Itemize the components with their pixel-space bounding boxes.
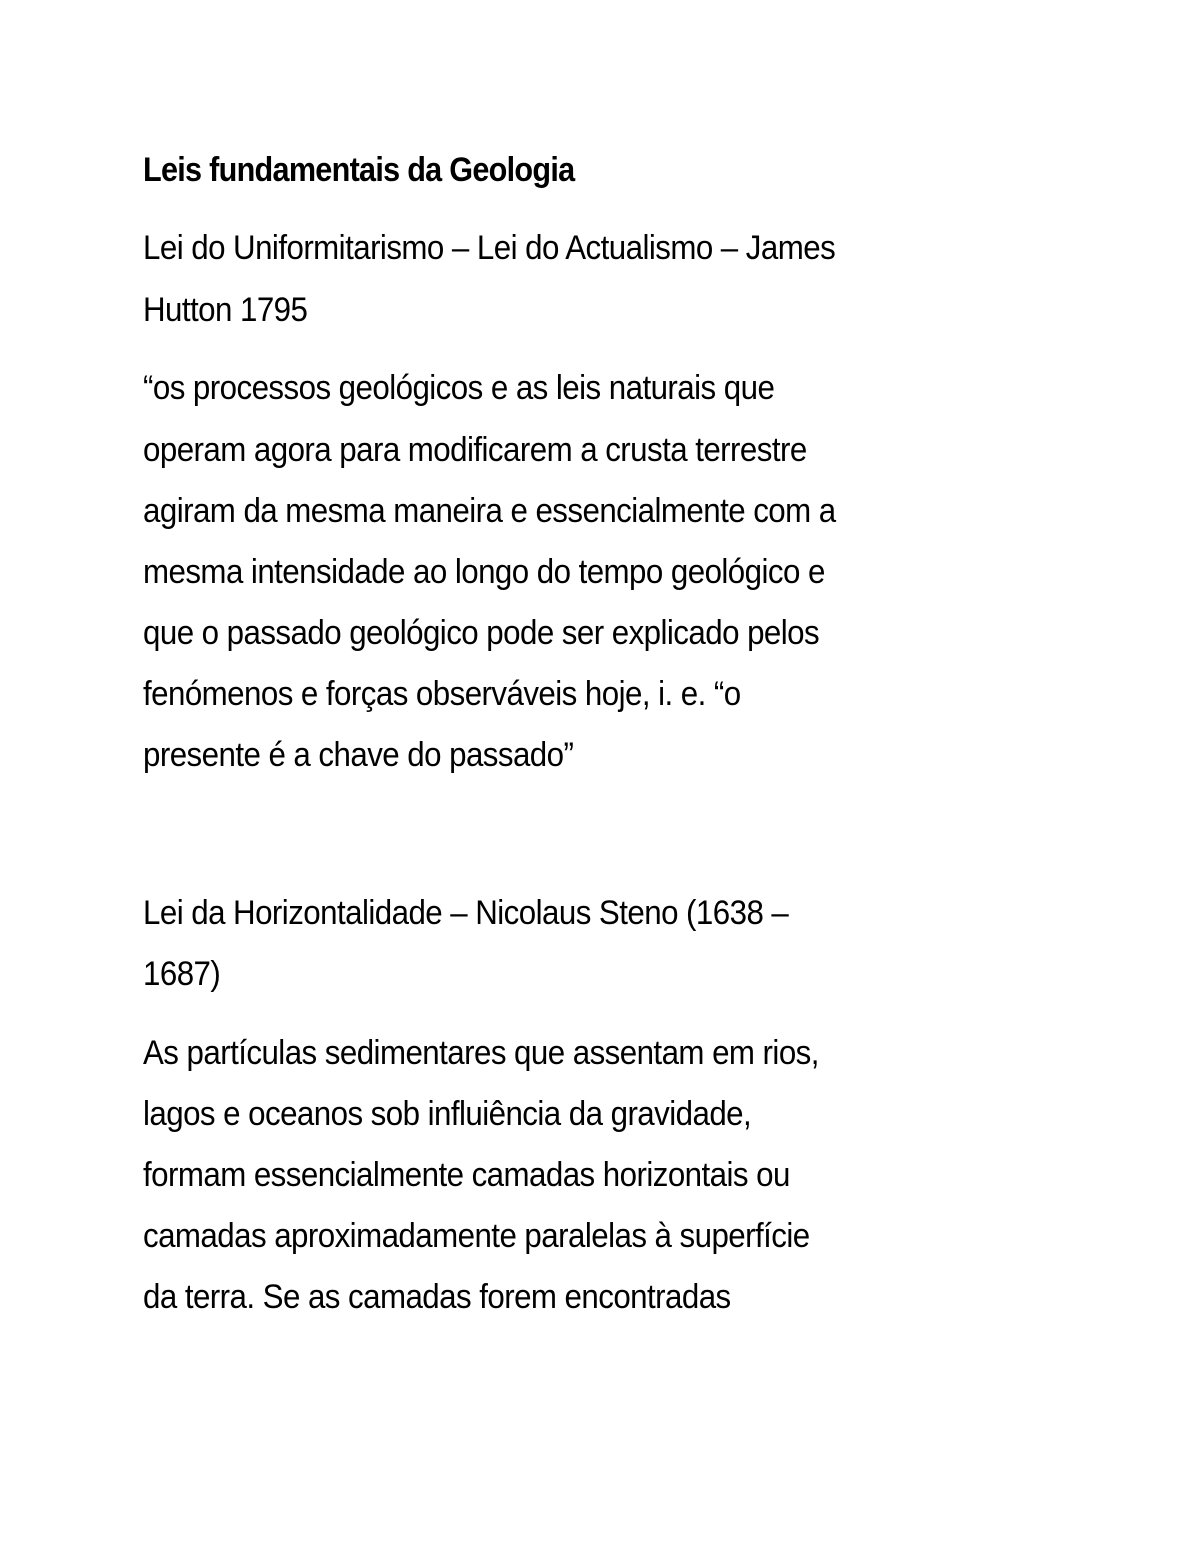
paragraph-line: da terra. Se as camadas forem encontradas bbox=[143, 1278, 731, 1316]
paragraph-line: lagos e oceanos sob influiência da gravidade, bbox=[143, 1095, 752, 1133]
paragraph-line: fenómenos e forças observáveis hoje, i. e. “o bbox=[143, 675, 741, 713]
paragraph-line: operam agora para modificarem a crusta terrestre bbox=[143, 431, 807, 469]
paragraph-line: mesma intensidade ao longo do tempo geológico e bbox=[143, 553, 825, 591]
paragraph-line: agiram da mesma maneira e essencialmente com a bbox=[143, 492, 836, 530]
section-heading-line: 1687) bbox=[143, 955, 221, 993]
paragraph-line: que o passado geológico pode ser explicado pelos bbox=[143, 614, 820, 652]
section-heading-line: Lei do Uniformitarismo – Lei do Actualismo – James bbox=[143, 229, 836, 267]
section-heading-line: Lei da Horizontalidade – Nicolaus Steno (1638 – bbox=[143, 894, 789, 932]
document-title: Leis fundamentais da Geologia bbox=[143, 151, 575, 189]
paragraph-line: presente é a chave do passado” bbox=[143, 736, 574, 774]
section-heading-line: Hutton 1795 bbox=[143, 291, 308, 329]
paragraph-line: camadas aproximadamente paralelas à superfície bbox=[143, 1217, 810, 1255]
paragraph-line: formam essencialmente camadas horizontais ou bbox=[143, 1156, 790, 1194]
paragraph-line: As partículas sedimentares que assentam em rios, bbox=[143, 1034, 819, 1072]
paragraph-line: “os processos geológicos e as leis naturais que bbox=[143, 369, 775, 407]
